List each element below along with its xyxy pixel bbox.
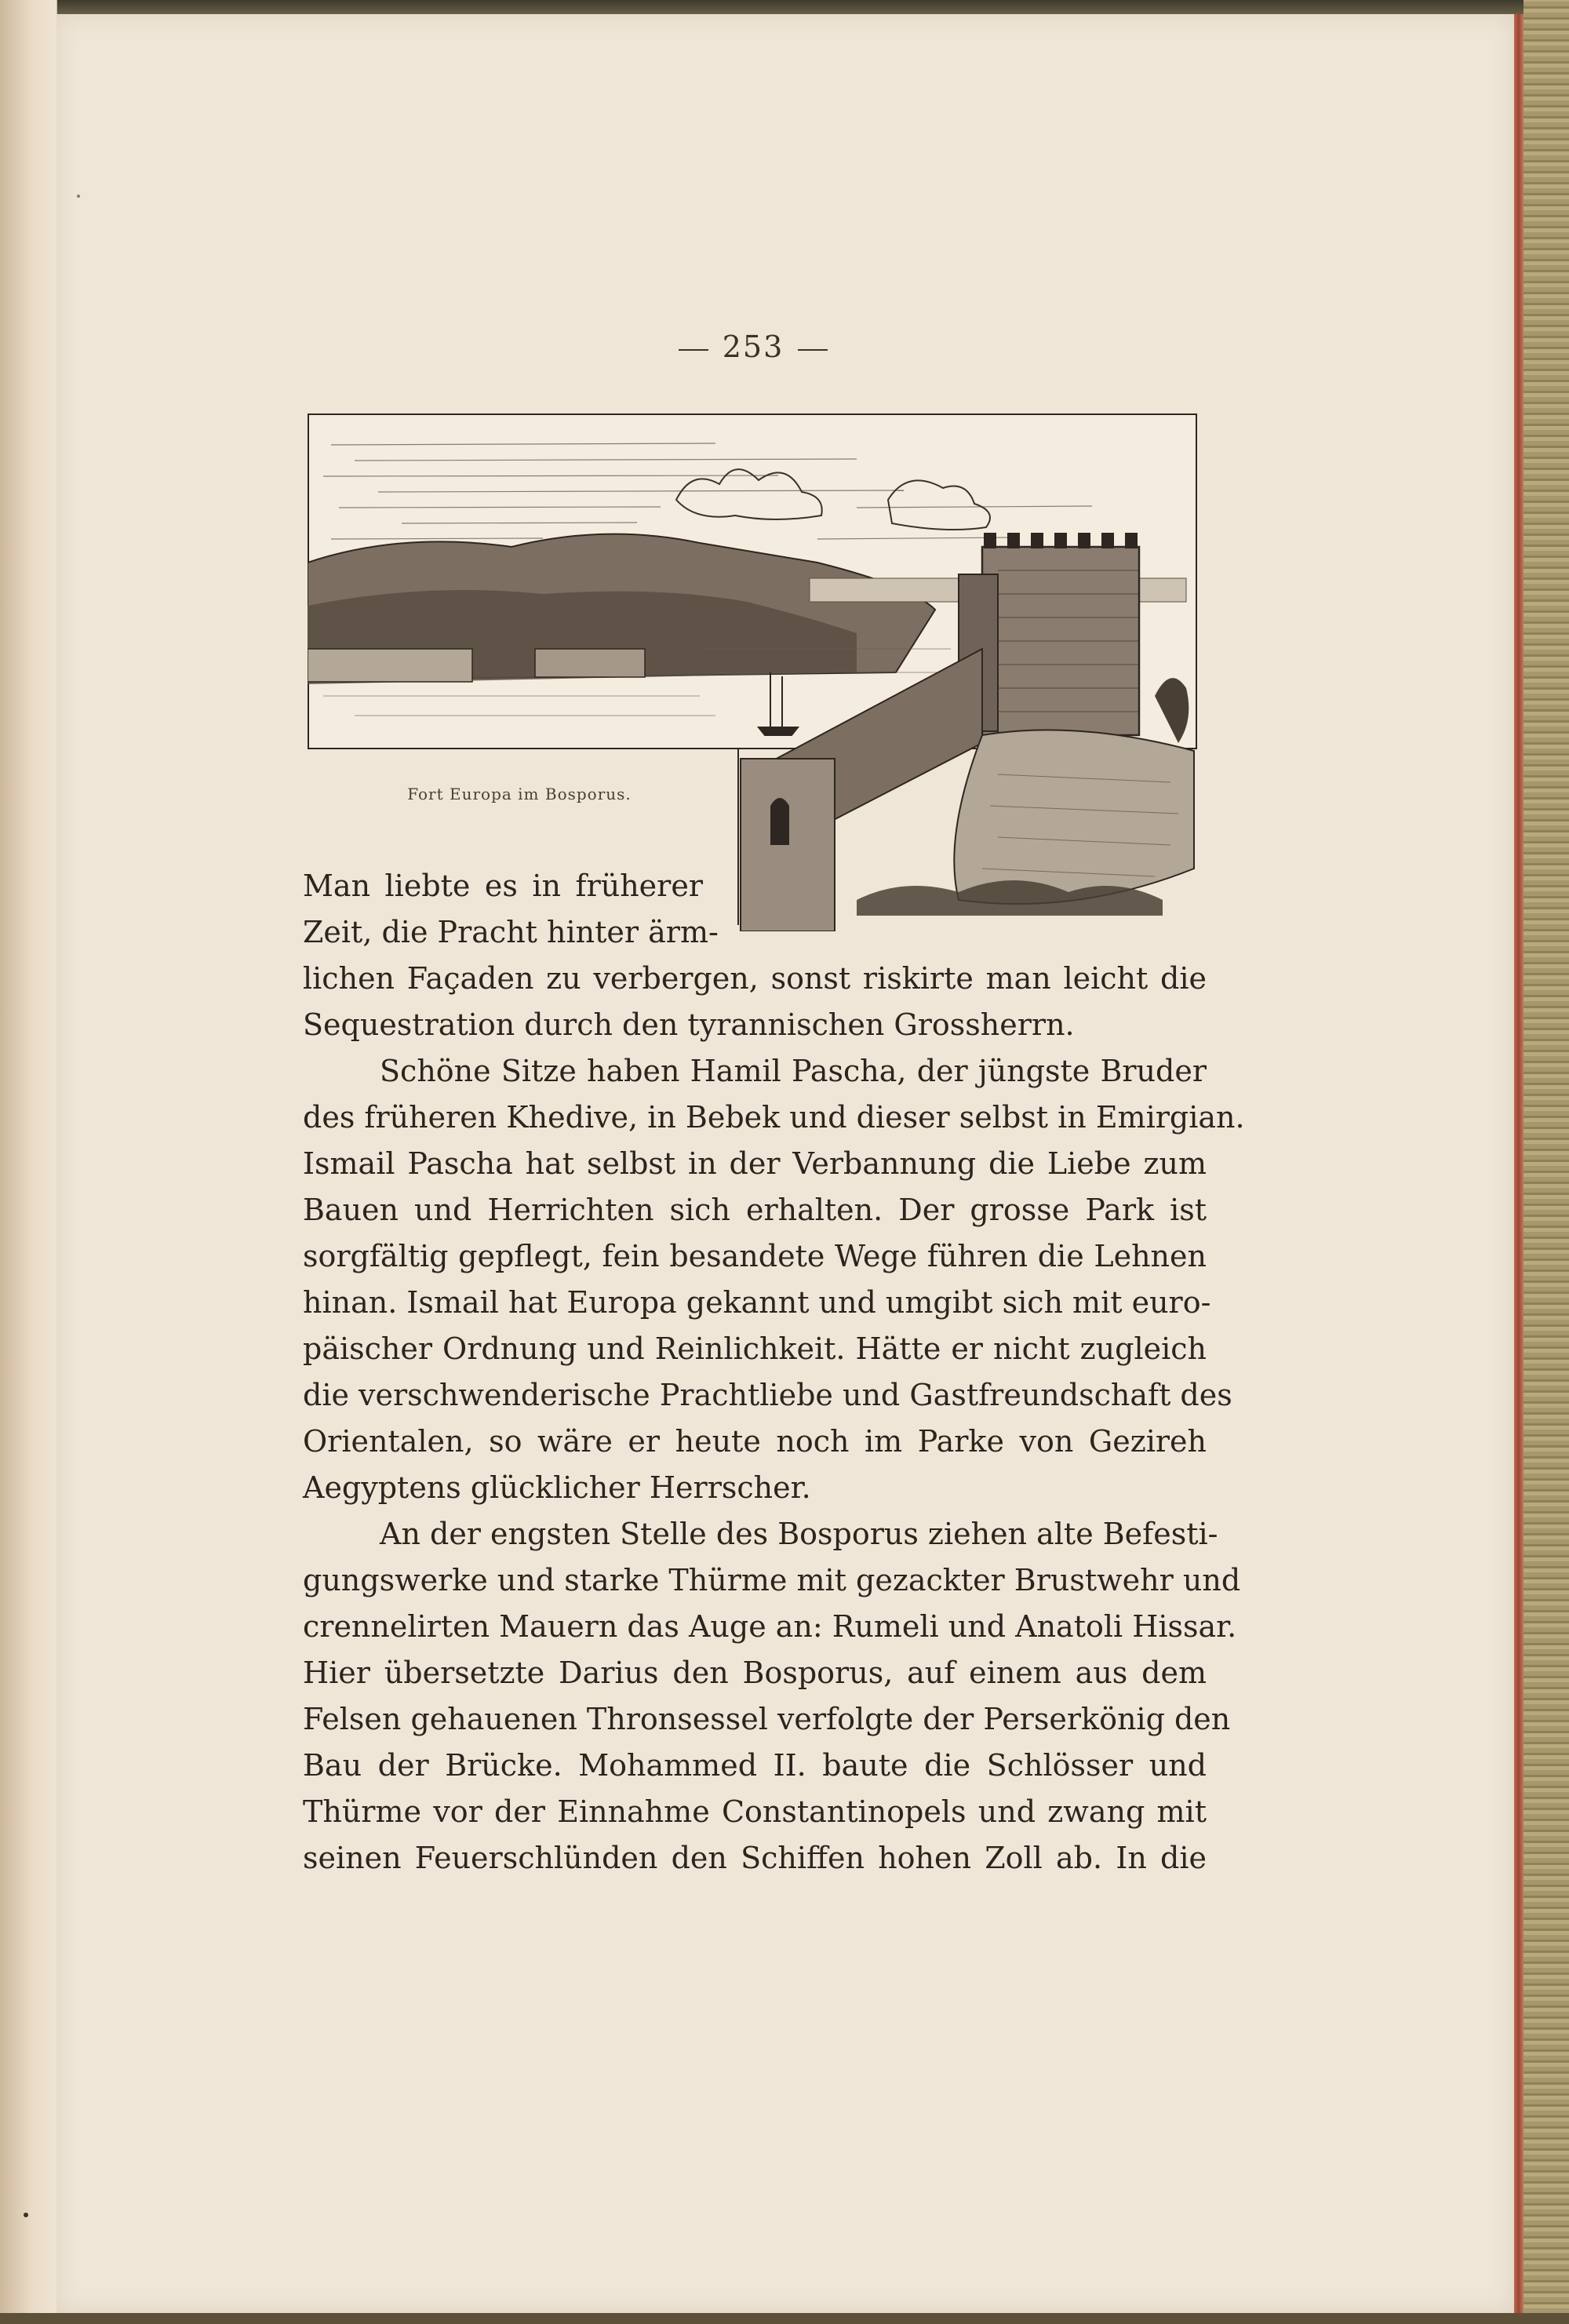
text-line: An der engsten Stelle des Bosporus ziehen alte Befesti-	[380, 1517, 1218, 1551]
figure-caption: Fort Europa im Bosporus.	[407, 785, 632, 803]
gate-opening	[770, 798, 789, 845]
text-line: Thürme vor der Einnahme Constantinopels und zwang mit	[303, 1794, 1207, 1829]
rocky-slope	[954, 730, 1194, 904]
text-line: Sequestration durch den tyrannischen Grossherrn.	[303, 1007, 1075, 1042]
waterfront-houses	[535, 649, 645, 677]
text-line: crennelirten Mauern das Auge an: Rumeli und Anatoli Hissar.	[303, 1609, 1237, 1644]
sky-hatching	[323, 443, 1092, 539]
fort-europa-engraving	[308, 413, 1197, 931]
text-line: lichen Façaden zu verbergen, sonst riskirte man leicht die	[303, 961, 1207, 996]
paper-speck	[77, 195, 80, 198]
cloud	[888, 480, 990, 530]
binding-edge-bottom	[0, 2313, 1569, 2324]
text-line: die verschwenderische Prachtliebe und Gastfreundschaft des	[303, 1378, 1232, 1412]
dash-left	[679, 349, 708, 351]
text-line: sorgfältig gepflegt, fein besandete Wege führen die Lehnen	[303, 1239, 1207, 1273]
text-line: Man liebte es in früherer	[303, 869, 703, 903]
shrubs	[1155, 678, 1189, 743]
text-line: Ismail Pascha hat selbst in der Verbannung die Liebe zum	[303, 1146, 1207, 1181]
book-cover-edge	[1523, 0, 1569, 2324]
text-line: des früheren Khedive, in Bebek und dieser selbst in Emirgian.	[303, 1100, 1245, 1135]
text-line: gungswerke und starke Thürme mit gezackter Brustwehr und	[303, 1563, 1241, 1597]
text-line: Schöne Sitze haben Hamil Pascha, der jüngste Bruder	[380, 1054, 1207, 1088]
text-line: Bauen und Herrichten sich erhalten. Der grosse Park ist	[303, 1193, 1207, 1227]
sailing-ship	[759, 672, 798, 735]
cloud	[676, 469, 822, 519]
text-line: Zeit, die Pracht hinter ärm-	[303, 915, 719, 949]
page-number	[643, 330, 863, 364]
paper-speck	[24, 2213, 28, 2217]
dash-right	[798, 349, 828, 351]
text-line: Aegyptens glücklicher Herrscher.	[303, 1470, 811, 1505]
text-line: Hier übersetzte Darius den Bosporus, auf einem aus dem	[303, 1656, 1207, 1690]
text-line: Felsen gehauenen Thronsessel verfolgte der Perserkönig den	[303, 1702, 1231, 1736]
text-line: seinen Feuerschlünden den Schiffen hohen Zoll ab. In die	[303, 1841, 1207, 1875]
page-gutter	[0, 0, 57, 2324]
text-line: Bau der Brücke. Mohammed II. baute die Schlösser und	[303, 1748, 1207, 1783]
text-line: Orientalen, so wäre er heute noch im Parke von Gezireh	[303, 1424, 1207, 1459]
page-edge-red	[1514, 14, 1523, 2313]
text-line: hinan. Ismail hat Europa gekannt und umgibt sich mit euro-	[303, 1285, 1211, 1320]
text-line: päischer Ordnung und Reinlichkeit. Hätte er nicht zugleich	[303, 1331, 1207, 1366]
waterfront-houses	[308, 649, 472, 682]
page-number-value: 253	[722, 330, 784, 364]
binding-edge-top	[0, 0, 1569, 16]
